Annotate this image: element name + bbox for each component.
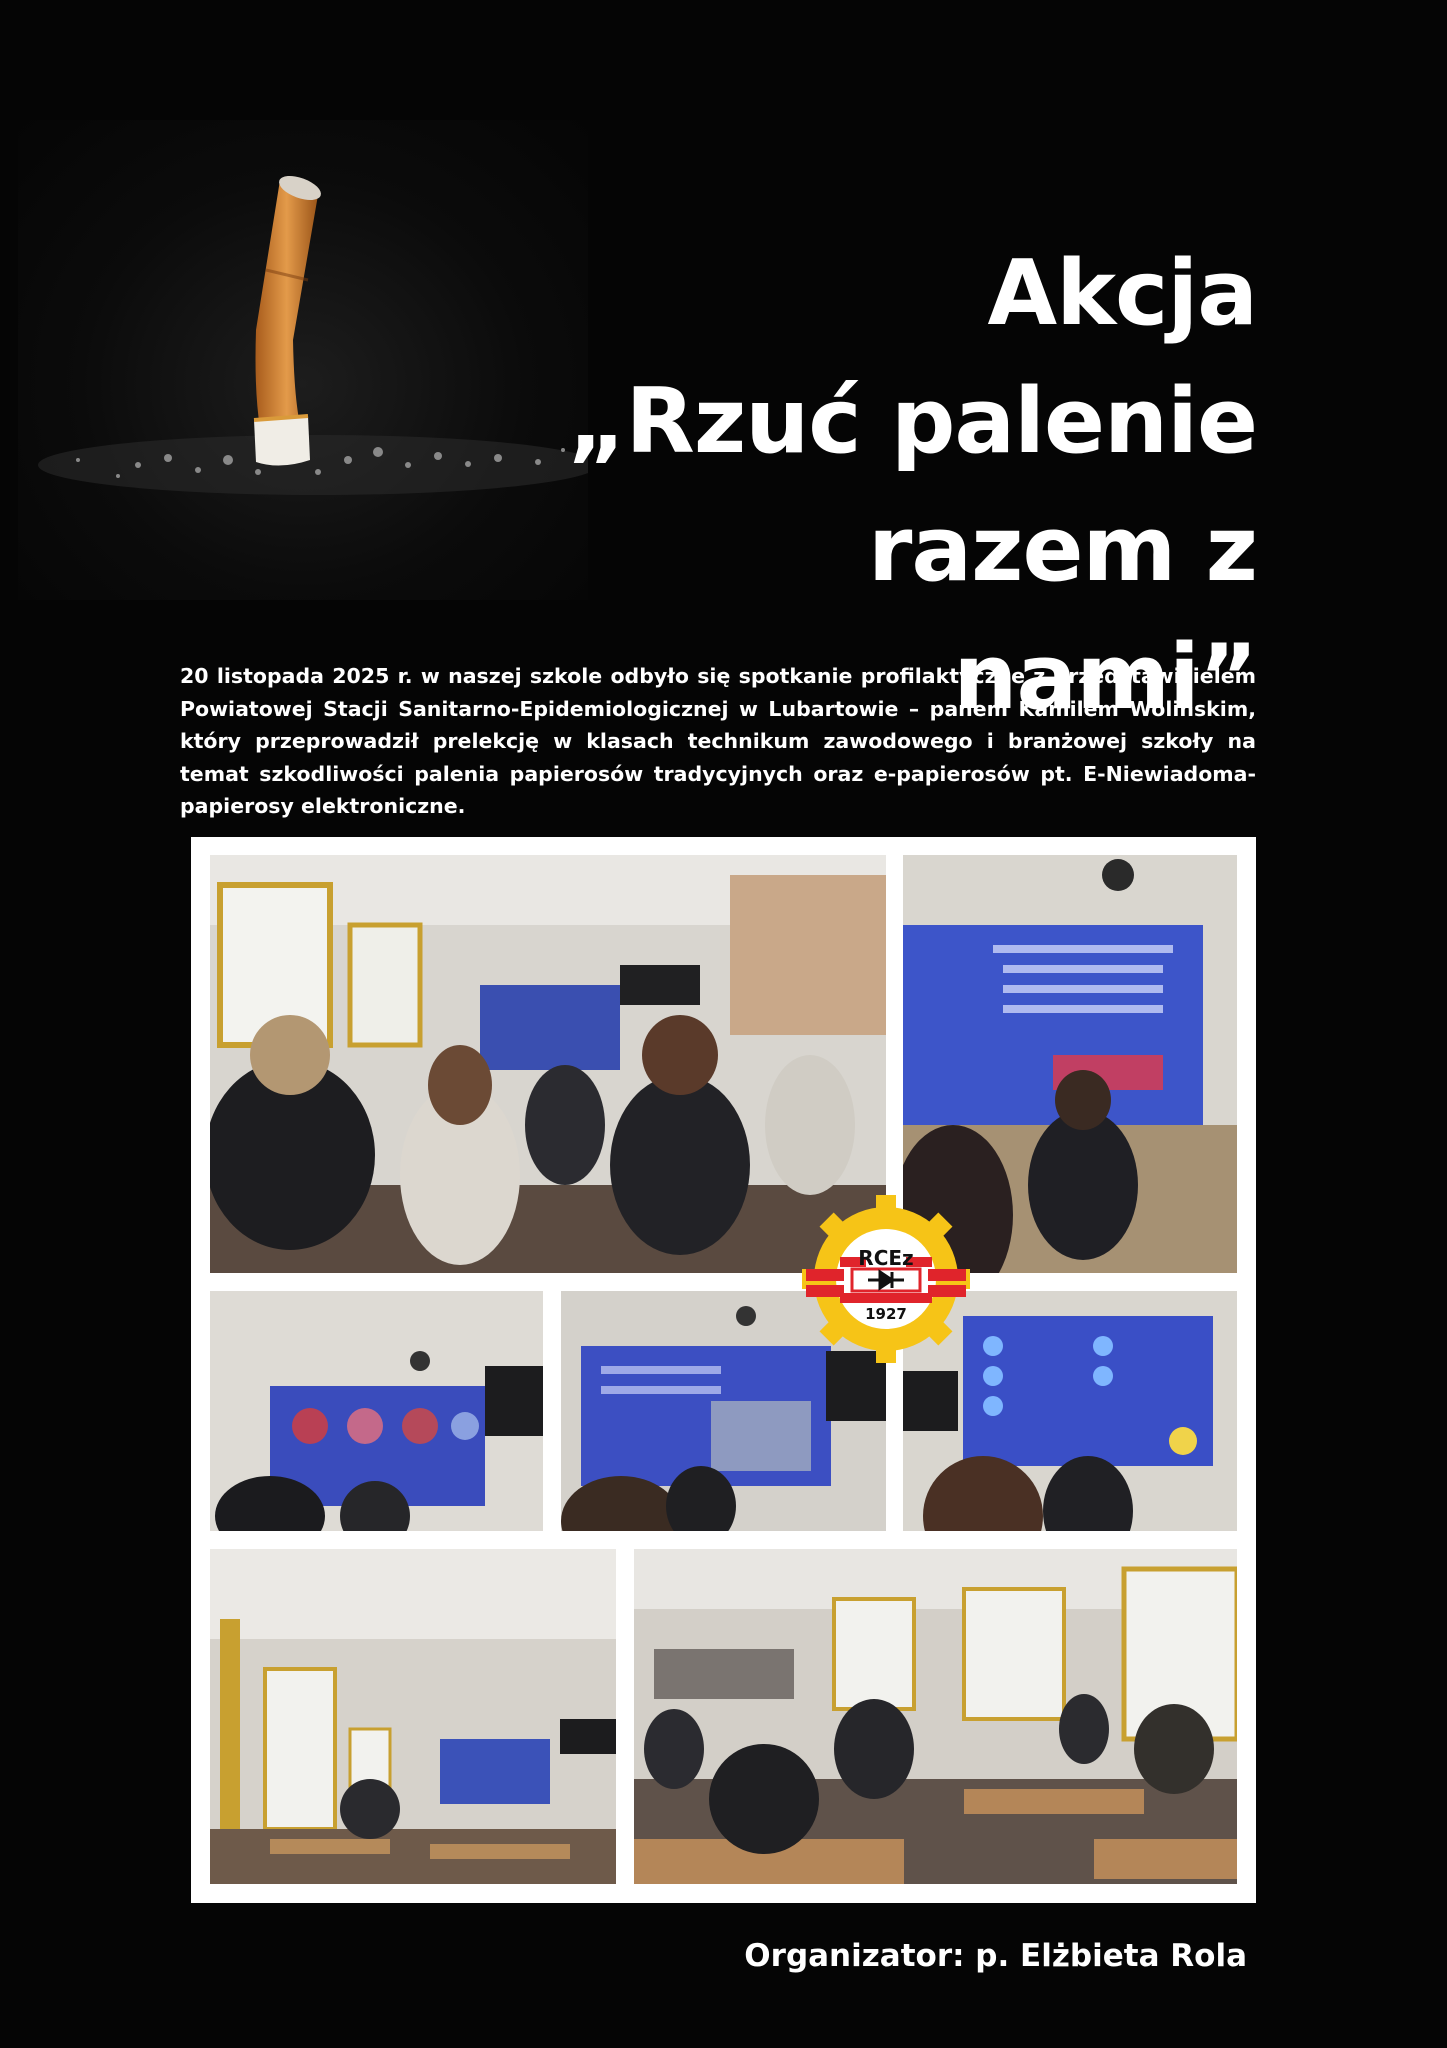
photo-classroom-wide — [210, 855, 886, 1273]
rcez-logo — [800, 1193, 972, 1365]
article-paragraph: 20 listopada 2025 r. w naszej szkole odbyło się spotkanie profilaktyczne z przedstawicielem Powiatowej Stacji Sanitarno-Epidemiologicznej w Lubartowie – panem Kamilem Wolińskim, który przeprowadził prelekcję w klasach technikum zawodowego i branżowej szkoły na temat szkodliwości palenia papierosów tradycyjnych oraz e-papierosów pt. E-Niewiadoma- papierosy elektroniczne. — [180, 664, 1256, 818]
cigarette-illustration — [18, 120, 588, 600]
photo-slide-lungs — [210, 1291, 543, 1531]
logo-year: 1927 — [865, 1305, 907, 1323]
photo-students-desks — [634, 1549, 1237, 1884]
organizer-credit: Organizator: p. Elżbieta Rola — [744, 1938, 1247, 1974]
title-line-1: Akcja — [987, 241, 1257, 346]
photo-collage — [191, 837, 1256, 1903]
cigarette-photo — [18, 120, 588, 600]
title-line-2: „Rzuć palenie — [567, 369, 1257, 474]
photo-classroom-front — [210, 1549, 616, 1884]
logo-name: RCEz — [858, 1246, 914, 1270]
title-line-3: razem z nami” — [867, 497, 1257, 730]
